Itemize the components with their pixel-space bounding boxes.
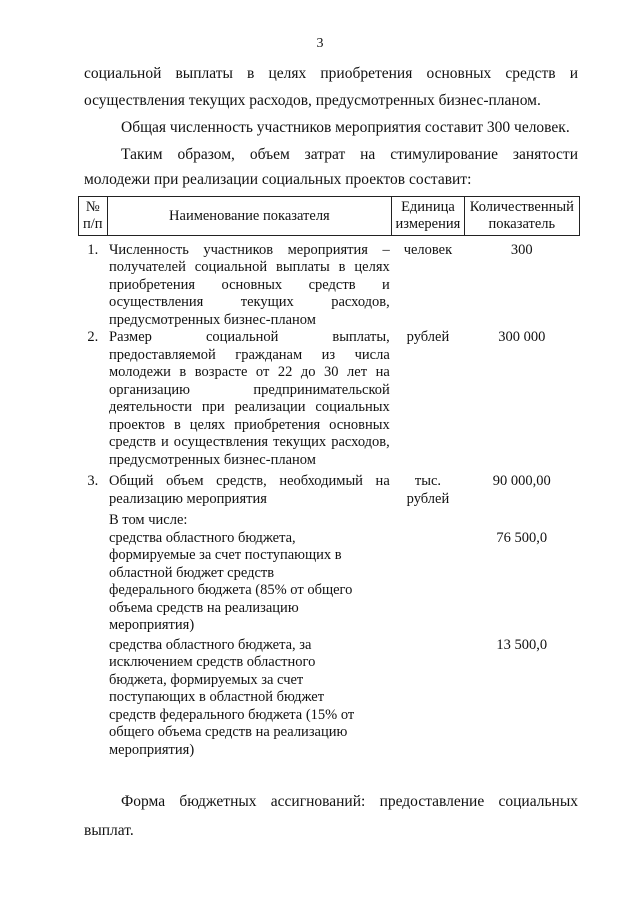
intro-line-3: Общая численность участников мероприятия составит 300 человек. <box>121 119 570 136</box>
row-unit: рублей <box>406 329 450 345</box>
intro-line-4: Таким образом, объем затрат на стимулирование занятости <box>121 146 578 163</box>
header-name: Наименование показателя <box>107 197 392 236</box>
sub-row-qty: 13 500,0 <box>496 636 548 653</box>
row-qty: 90 000,00 <box>492 473 551 489</box>
table-row <box>79 329 580 469</box>
intro-line-2: осуществления текущих расходов, предусмотренных бизнес-планом. <box>84 92 541 109</box>
including-label: В том числе: <box>109 512 188 528</box>
row-num: 2. <box>87 329 99 345</box>
table-row <box>79 242 580 330</box>
row-num: 1. <box>87 241 99 258</box>
row-name: Численность участников мероприятия – получателей социальной выплаты в целях приобретения основных средств и осуществления текущих расходов, предусмотренных бизнес-планом <box>109 241 390 328</box>
row-unit: тыс. рублей <box>406 473 450 507</box>
table-row <box>79 530 580 635</box>
row-name: Общий объем средств, необходимый на реализацию мероприятия <box>109 473 390 507</box>
page-number: 3 <box>316 36 324 51</box>
table-header <box>79 197 580 236</box>
sub-row-qty: 76 500,0 <box>496 529 548 546</box>
header-num: № п/п <box>79 197 108 236</box>
row-num: 3. <box>87 473 99 489</box>
intro-line-1: социальной выплаты в целях приобретения основных средств и <box>84 65 578 82</box>
outro-line-2: выплат. <box>84 822 134 839</box>
row-name: Размер социальной выплаты, предоставляемой гражданам из числа молодежи в возрасте от 22 до 30 лет на организацию предпринимательской деятельности при реализации социальных проектов в целях приобретения основных средств и осуществления текущих расходов, предусмотренных бизнес-планом <box>109 329 390 468</box>
header-qty: Количественный показатель <box>464 197 579 236</box>
header-unit: Единица измерения <box>392 197 464 236</box>
table-row <box>79 473 580 508</box>
table-row <box>79 512 580 530</box>
sub-row-name: средства областного бюджета, за исключением средств областного бюджета, формируемых за счет поступающих в областной бюджет средств федерального бюджета (15% от общего объема средств на реализацию мероприятия) <box>109 636 355 758</box>
sub-row-name: средства областного бюджета, формируемые за счет поступающих в областной бюджет средств федерального бюджета (85% от общего объема средств на реализацию мероприятия) <box>109 529 353 633</box>
intro-line-5: молодежи при реализации социальных проектов составит: <box>84 171 472 188</box>
row-qty: 300 <box>510 241 533 258</box>
table-row <box>79 635 580 760</box>
indicators-table <box>78 196 580 759</box>
row-unit: человек <box>403 241 453 258</box>
row-qty: 300 000 <box>498 329 546 345</box>
outro-line-1: Форма бюджетных ассигнований: предоставление социальных <box>121 793 578 810</box>
